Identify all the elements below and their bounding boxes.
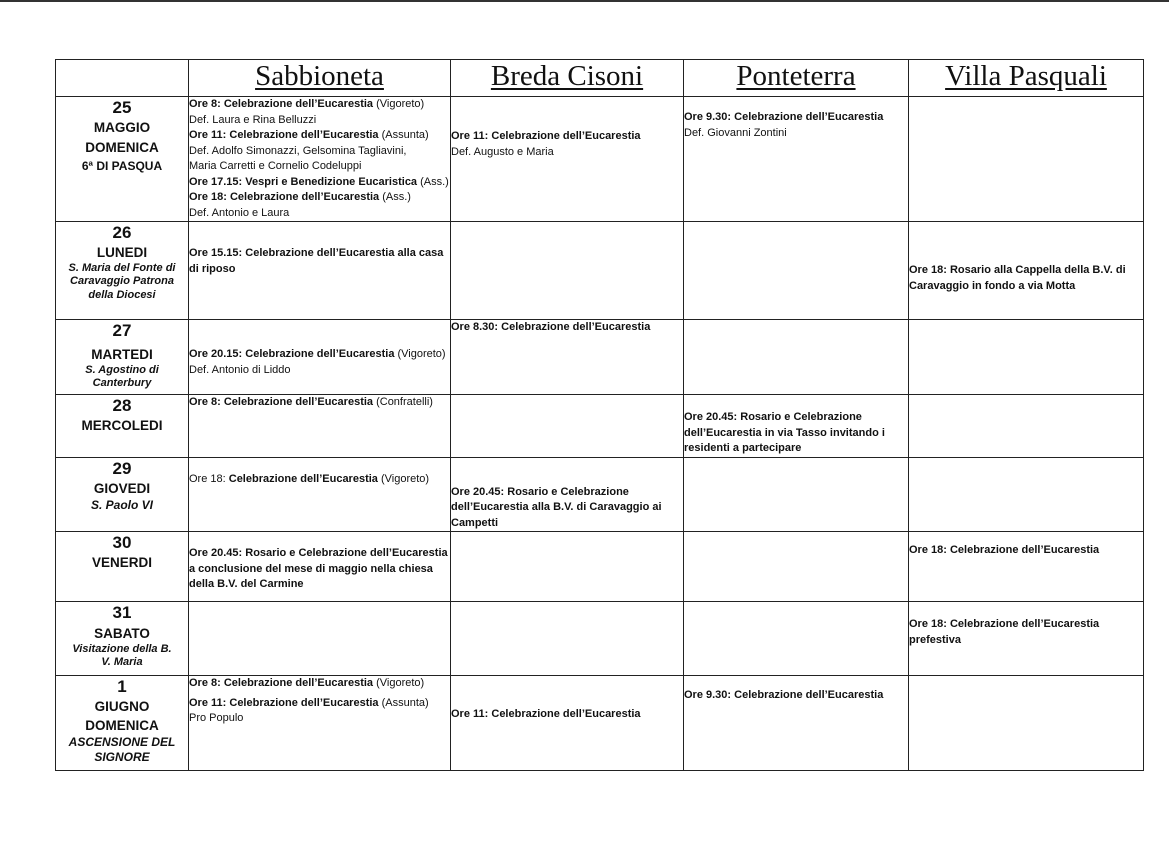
day-number: 30 xyxy=(112,533,132,552)
weekday-name: MARTEDI xyxy=(91,347,153,363)
events-villa-pasquali xyxy=(909,222,1144,320)
day-row xyxy=(56,602,1144,676)
events-villa-pasquali xyxy=(909,395,1144,458)
events-sabbioneta xyxy=(189,676,451,771)
feast-name: S. Paolo VI xyxy=(90,497,153,512)
events-sabbioneta xyxy=(189,532,451,602)
weekday-name: SABATO xyxy=(94,626,150,642)
event-line: Ore 18: Celebrazione dell’Eucarestia (Ass.) xyxy=(189,191,411,203)
day-number: 29 xyxy=(112,458,132,478)
corner-cell xyxy=(56,60,189,97)
location-header-ponteterra: Ponteterra xyxy=(684,60,909,97)
event-line: Ore 8: Celebrazione dell’Eucarestia (Confratelli) xyxy=(189,396,433,408)
event-line: Ore 20.15: Celebrazione dell’Eucarestia (Vigoreto) xyxy=(189,348,446,360)
event-line: Ore 8.30: Celebrazione dell’Eucarestia xyxy=(451,321,651,333)
event-note: Def. Antonio di Liddo xyxy=(189,363,291,376)
feast-name: 6ª DI PASQUA xyxy=(81,159,163,173)
event-line: Ore 20.45: Rosario e Celebrazione dell’Eucarestia alla B.V. di Caravaggio ai Campetti xyxy=(451,485,662,529)
day-row xyxy=(56,457,1144,532)
event-note: Def. Augusto e Maria xyxy=(451,145,554,158)
day-number: 25 xyxy=(112,98,132,117)
events-breda-cisoni xyxy=(451,676,684,771)
event-note: Maria Carretti e Cornelio Codeluppi xyxy=(189,160,362,172)
event-line: Ore 20.45: Rosario e Celebrazione dell’Eucarestia in via Tasso invitando i residenti a partecipare xyxy=(684,411,885,454)
events-ponteterra xyxy=(684,602,909,676)
day-cell xyxy=(56,676,189,771)
events-sabbioneta xyxy=(189,602,451,676)
event-line: Ore 8: Celebrazione dell’Eucarestia (Vigoreto) xyxy=(189,677,425,689)
location-header-sabbioneta: Sabbioneta xyxy=(189,60,451,97)
day-row xyxy=(56,222,1144,320)
events-ponteterra xyxy=(684,532,909,602)
day-number: 31 xyxy=(112,603,132,622)
events-breda-cisoni xyxy=(451,457,684,532)
location-header-breda-cisoni: Breda Cisoni xyxy=(451,60,684,97)
event-note: Def. Adolfo Simonazzi, Gelsomina Tagliavini, xyxy=(189,144,407,157)
event-note: Def. Laura e Rina Belluzzi xyxy=(189,113,317,126)
events-villa-pasquali xyxy=(909,457,1144,532)
day-number: 26 xyxy=(112,223,132,242)
events-ponteterra xyxy=(684,457,909,532)
day-cell xyxy=(56,457,189,532)
feast-name: S. Maria del Fonte di Caravaggio Patrona della Diocesi xyxy=(68,262,176,301)
event-line: Ore 18: Rosario alla Cappella della B.V. di Caravaggio in fondo a via Motta xyxy=(909,264,1126,292)
day-number: 28 xyxy=(112,396,132,415)
events-villa-pasquali xyxy=(909,532,1144,602)
weekday-name: GIOVEDI xyxy=(93,480,151,496)
events-sabbioneta xyxy=(189,395,451,458)
schedule-table xyxy=(55,59,1144,771)
event-line: Ore 11: Celebrazione dell’Eucarestia xyxy=(451,708,641,720)
events-breda-cisoni xyxy=(451,222,684,320)
month-name: GIUGNO xyxy=(94,699,150,715)
event-line: Ore 11: Celebrazione dell’Eucarestia (Assunta) xyxy=(189,129,429,141)
event-line: Ore 18: Celebrazione dell’Eucarestia (Vigoreto) xyxy=(189,472,430,485)
events-villa-pasquali xyxy=(909,602,1144,676)
event-line: Ore 20.45: Rosario e Celebrazione dell’Eucarestia a conclusione del mese di maggio nella chiesa della B.V. del Carmine xyxy=(189,547,448,590)
events-ponteterra xyxy=(684,676,909,771)
event-note: Def. Giovanni Zontini xyxy=(684,126,787,139)
events-sabbioneta xyxy=(189,222,451,320)
event-line: Ore 17.15: Vespri e Benedizione Eucaristica (Ass.) xyxy=(189,175,449,188)
header-row xyxy=(56,60,1144,97)
event-line: Ore 18: Celebrazione dell’Eucarestia prefestiva xyxy=(909,618,1100,646)
events-breda-cisoni xyxy=(451,97,684,222)
event-line: Ore 9.30: Celebrazione dell’Eucarestia xyxy=(684,689,884,701)
weekday-name: LUNEDI xyxy=(96,245,148,261)
day-row xyxy=(56,320,1144,395)
day-row xyxy=(56,532,1144,602)
feast-name: Visitazione della B. V. Maria xyxy=(72,643,172,669)
events-ponteterra xyxy=(684,222,909,320)
location-header-villa-pasquali: Villa Pasquali xyxy=(909,60,1144,97)
day-cell xyxy=(56,222,189,320)
day-cell xyxy=(56,320,189,395)
event-line: Ore 18: Celebrazione dell’Eucarestia xyxy=(909,544,1100,556)
events-sabbioneta xyxy=(189,97,451,222)
events-villa-pasquali xyxy=(909,320,1144,395)
weekday-name: DOMENICA xyxy=(85,718,159,734)
feast-name: ASCENSIONE DEL SIGNORE xyxy=(68,735,176,764)
events-ponteterra xyxy=(684,97,909,222)
weekday-name: VENERDI xyxy=(91,555,152,571)
events-ponteterra xyxy=(684,395,909,458)
day-cell xyxy=(56,532,189,602)
event-note: Def. Antonio e Laura xyxy=(189,206,290,219)
event-line: Ore 8: Celebrazione dell’Eucarestia (Vigoreto) xyxy=(189,98,425,110)
day-row xyxy=(56,676,1144,771)
weekday-name: MERCOLEDI xyxy=(81,418,163,434)
events-ponteterra xyxy=(684,320,909,395)
day-cell xyxy=(56,395,189,458)
events-villa-pasquali xyxy=(909,97,1144,222)
events-sabbioneta xyxy=(189,457,451,532)
events-villa-pasquali xyxy=(909,676,1144,771)
event-line: Ore 11: Celebrazione dell’Eucarestia (Assunta) xyxy=(189,696,429,709)
day-row xyxy=(56,97,1144,222)
events-breda-cisoni xyxy=(451,602,684,676)
day-number: 1 xyxy=(117,677,127,696)
top-rule xyxy=(0,0,1169,2)
month-name: MAGGIO xyxy=(93,120,151,136)
events-breda-cisoni xyxy=(451,532,684,602)
day-row xyxy=(56,395,1144,458)
event-line: Ore 11: Celebrazione dell’Eucarestia xyxy=(451,130,641,142)
events-breda-cisoni xyxy=(451,320,684,395)
weekday-name: DOMENICA xyxy=(85,140,159,156)
day-cell xyxy=(56,97,189,222)
events-sabbioneta xyxy=(189,320,451,395)
day-number: 27 xyxy=(112,321,132,340)
event-note: Pro Populo xyxy=(189,712,244,724)
feast-name: S. Agostino di Canterbury xyxy=(85,364,159,390)
event-line: Ore 15.15: Celebrazione dell’Eucarestia alla casa di riposo xyxy=(189,247,444,275)
day-cell xyxy=(56,602,189,676)
events-breda-cisoni xyxy=(451,395,684,458)
event-line: Ore 9.30: Celebrazione dell’Eucarestia xyxy=(684,111,884,123)
